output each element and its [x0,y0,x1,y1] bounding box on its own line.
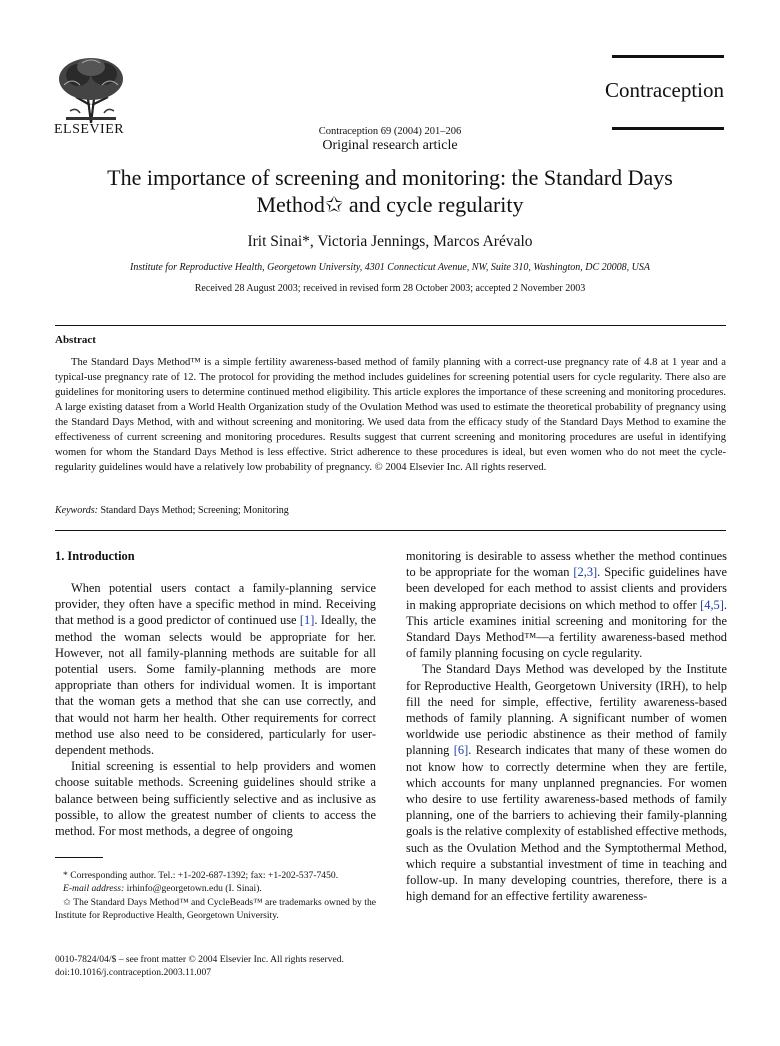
email-text: irhinfo@georgetown.edu (I. Sinai). [124,883,262,895]
right-p2-text-a: The Standard Days Method was developed by the Institute for Reproductive Health, Georgetown University (IRH), to help fill the need for simple, effective, fertility awareness-based methods of family planning. A significant number of women worldwide use periodic abstinence as their method of family planning [406,662,727,758]
right-p2-text-b: . Research indicates that many of these women do not know how to correctly determine when they are fertile, which accounts for many unplanned pregnancies. For women who desire to use fertility awareness-based methods of family planning, one of the barriers to achieving their family-planning goals is the relative complexity of established effective methods, such as the Ovulation Method and the Symptothermal Method, which require a substantial investment of time in teaching and follow-up. In many developing countries, therefore, there is a high demand for an effective fertility awareness- [406,743,727,904]
reference-link-2-3[interactable]: [2,3] [573,565,598,580]
abstract-heading: Abstract [55,334,96,346]
intro-paragraph-2: Initial screening is essential to help providers and women choose suitable methods. Screening guidelines should strike a balance between being sufficiently selective and as inclusive as possible, to allow the greatest number of clients to access the method. For most methods, a degree of ongoing [55,759,376,839]
received-dates: Received 28 August 2003; received in revised form 28 October 2003; accepted 2 November 2003 [194,283,586,294]
reference-link-6[interactable]: [6] [453,743,469,758]
authors: Irit Sinai*, Victoria Jennings, Marcos Arévalo [247,233,533,250]
intro-p1-text-b: . Ideally, the method the woman selects would be appropriate for her. However, not all family-planning methods are suitable for all potential users. Some family-planning methods are more appropriate than others for individual women. It is important that the woman gets a method that she can use correctly, and that would not harm her health. Other requirements for correct method use also need to be considered, particularly for user-dependent methods. [55,613,376,758]
elsevier-tree-logo [52,55,130,125]
journal-title: Contraception [605,78,724,102]
right-p1-text-c: . This article examines initial screening and monitoring for the Standard Days Method™—a fertility awareness-based method of family planning focusing on cycle regularity. [406,597,727,661]
right-paragraph-1 [406,548,727,661]
keywords [55,505,289,516]
right-column [406,548,727,904]
publisher-name: ELSEVIER [54,122,125,137]
front-matter [55,953,344,980]
citation: Contraception 69 (2004) 201–206 [318,126,462,137]
affiliation: Institute for Reproductive Health, Georgetown University, 4301 Connecticut Avenue, NW, Suite 310, Washington, DC 20008, USA [130,262,650,273]
right-p1-text-b: . Specific guidelines have been developed for each method to assist clients and providers in making appropriate decisions on which method to offer [406,565,727,612]
doi: doi:10.1016/j.contraception.2003.11.007 [55,967,212,979]
right-paragraph-2 [406,661,727,904]
intro-p1-text-a: When potential users contact a family-planning service provider, they often have a specific method in mind. Receiving that method is a good predictor of continued use [55,581,376,628]
keywords-label: Keywords: [55,505,98,516]
intro-paragraph-1 [55,580,376,758]
email-label: E-mail address: [63,883,125,895]
reference-link-1[interactable]: [1] [299,613,315,628]
article-title [70,164,710,218]
right-p1-text-a: monitoring is desirable to assess whether the method continues to be appropriate for the woman [406,549,727,580]
keywords-text: Standard Days Method; Screening; Monitoring [97,505,289,516]
article-title-line2: Method✩ and cycle regularity [256,192,524,217]
front-matter-line1: 0010-7824/04/$ – see front matter © 2004 Elsevier Inc. All rights reserved. [55,954,344,965]
footnote-email [55,882,376,895]
section-heading-introduction: 1. Introduction [55,549,135,563]
footnote-rule [55,857,103,858]
abstract-rule-bottom [55,530,726,531]
left-column [55,580,376,839]
article-type: Original research article [322,138,458,153]
journal-rule-top [612,55,724,58]
article-title-line1: The importance of screening and monitoring: the Standard Days [107,165,673,190]
reference-link-4-5[interactable]: [4,5] [700,597,724,612]
footnotes [55,869,376,923]
abstract-text: The Standard Days Method™ is a simple fertility awareness-based method of family planning with a correct-use pregnancy rate of 4.8 at 1 year and a typical-use pregnancy rate of 12. The protocol for providing the method includes guidelines for screening potential users for cycle regularity. There also are guidelines for monitoring users to determine continued method eligibility. This article explores the importance of these screening and monitoring procedures. A large existing dataset from a World Health Organization study of the Ovulation Method was used to estimate the theoretical probability of pregnancy using the Standard Days Method, with and without screening and monitoring. We used data from the efficacy study of the Standard Days Method to examine the effectiveness of current screening and monitoring procedures. Results suggest that current screening and monitoring procedures are useful in identifying women for whom the Standard Days Method is less effective. Strict adherence to these procedures is ideal, but even women who do not meet the cycle-regularity guidelines would have a relatively low probability of pregnancy. © 2004 Elsevier Inc. All rights reserved. [55,357,726,473]
abstract-rule-top [55,325,726,326]
footnote-trademark: ✩ The Standard Days Method™ and CycleBeads™ are trademarks owned by the Institute for Reproductive Health, Georgetown University. [55,896,376,922]
footnote-corresponding: * Corresponding author. Tel.: +1-202-687-1392; fax: +1-202-537-7450. [63,870,339,881]
